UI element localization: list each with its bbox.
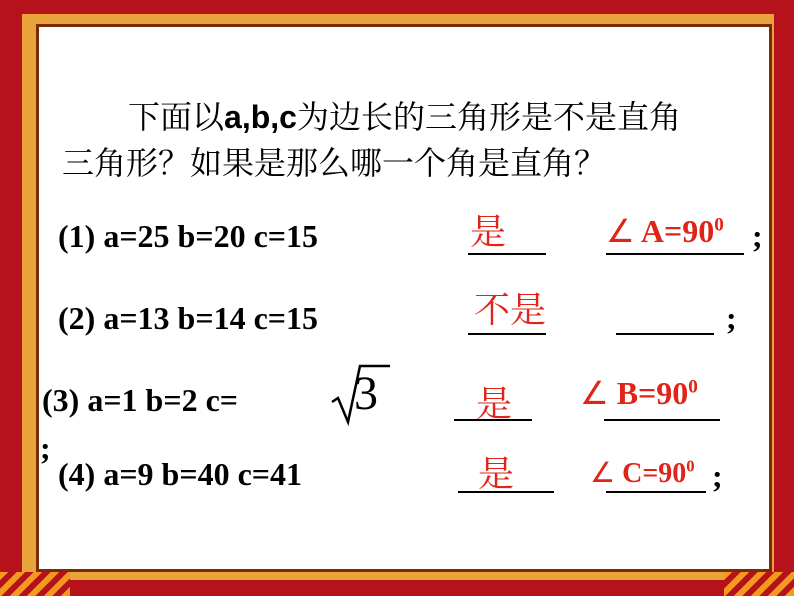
problem-3-angle-sup: 0 bbox=[688, 376, 698, 398]
problem-1-end: ; bbox=[752, 218, 763, 254]
problem-2-angle-blank bbox=[616, 333, 714, 335]
problem-1-angle-sup: 0 bbox=[714, 214, 724, 236]
question-prefix: 下面以 bbox=[128, 98, 225, 136]
problem-1-angle-value: A=90 bbox=[640, 213, 715, 249]
decor-zigzag-right bbox=[724, 572, 794, 596]
problem-4-end: ; bbox=[712, 458, 723, 494]
problem-3-answer: 是 bbox=[476, 384, 513, 425]
question-suffix: 为边长的三角形是不是直角 bbox=[296, 98, 681, 136]
angle-icon: ∠ bbox=[580, 374, 609, 412]
question-line-1 bbox=[128, 92, 681, 138]
problem-4-answer-blank bbox=[458, 491, 554, 493]
problem-4-angle-value: C=90 bbox=[622, 458, 687, 489]
problem-1-answer-blank bbox=[468, 253, 546, 255]
problem-3-angle-blank bbox=[604, 419, 720, 421]
sqrt-three bbox=[330, 362, 390, 426]
problem-4-answer: 是 bbox=[478, 454, 515, 495]
problem-3-label: (3) a=1 b=2 c= bbox=[42, 382, 239, 418]
problem-3-angle bbox=[580, 374, 698, 412]
problem-2-end: ; bbox=[726, 300, 737, 336]
problem-2-answer-blank bbox=[468, 333, 546, 335]
problem-2-answer: 不是 bbox=[474, 290, 547, 331]
problem-4-angle-sup: 0 bbox=[686, 456, 695, 476]
problem-2-label: (2) a=13 b=14 c=15 bbox=[58, 300, 319, 336]
problem-1-angle bbox=[606, 212, 724, 250]
problem-1-answer: 是 bbox=[470, 212, 507, 253]
angle-icon: ∠ bbox=[606, 212, 635, 250]
decor-zigzag-left bbox=[0, 572, 70, 596]
question-line-2: 三角形？如果是那么哪一个角是直角？ bbox=[62, 144, 607, 182]
problem-1-angle-blank bbox=[606, 253, 744, 255]
problem-1-label: (1) a=25 b=20 c=15 bbox=[58, 218, 319, 254]
problem-4-angle bbox=[590, 456, 695, 490]
angle-icon: ∠ bbox=[590, 456, 616, 489]
problem-4-angle-blank bbox=[606, 491, 706, 493]
sqrt-radicand: 3 bbox=[354, 367, 378, 420]
problem-4-label: (4) a=9 b=40 c=41 bbox=[58, 456, 303, 492]
question-vars: a,b,c bbox=[224, 99, 297, 135]
problem-3-angle-value: B=90 bbox=[616, 375, 689, 411]
problem-3-answer-blank bbox=[454, 419, 532, 421]
problem-3-end: ; bbox=[40, 430, 51, 466]
